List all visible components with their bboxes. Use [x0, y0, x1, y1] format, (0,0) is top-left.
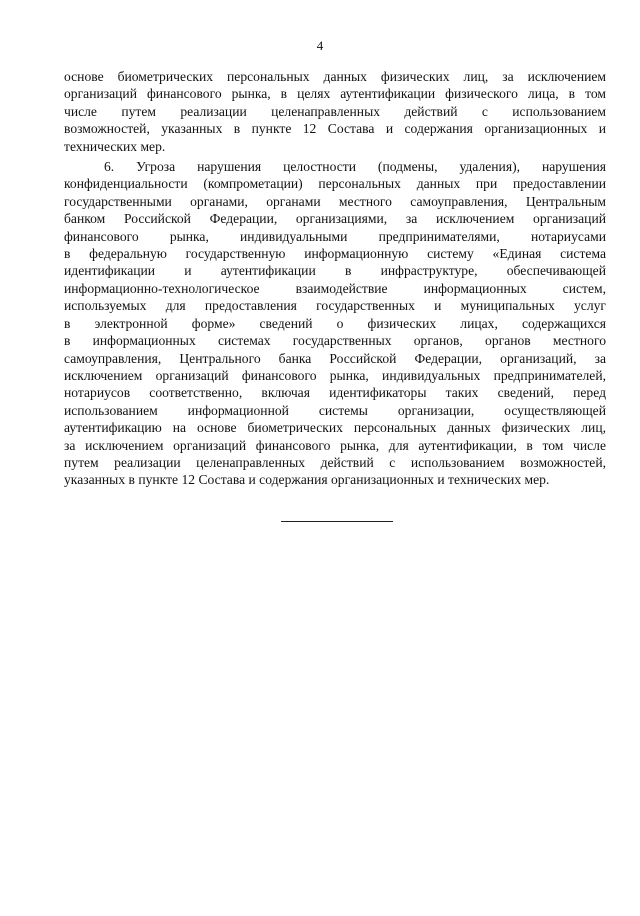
text-line: путем реализации целенаправленных действий с использованием возможностей,	[64, 454, 606, 470]
document-body	[64, 68, 606, 489]
text-line: используемых для предоставления государственных и муниципальных услуг	[64, 298, 606, 314]
text-line: самоуправления, Центрального банка Российской Федерации, организаций, за	[64, 350, 606, 366]
text-line: 6. Угроза нарушения целостности (подмены, удаления), нарушения	[104, 159, 606, 175]
text-line: основе биометрических персональных данных физических лиц, за исключением	[64, 69, 606, 84]
text-line: за исключением организаций финансового рынка, для аутентификации, в том числе	[64, 437, 606, 453]
text-line: идентификации и аутентификации в инфраструктуре, обеспечивающей	[64, 263, 606, 279]
end-separator-line	[281, 521, 393, 522]
paragraph-threat-6	[64, 158, 606, 489]
text-line: нотариусов соответственно, включая идентификаторы таких сведений, перед	[64, 385, 606, 401]
text-line: государственными органами, органами местного самоуправления, Центральным	[64, 193, 606, 209]
text-line: конфиденциальности (компрометации) персональных данных при предоставлении	[64, 176, 606, 192]
text-line: использованием информационной системы организации, осуществляющей	[64, 402, 606, 418]
text-line: банком Российской Федерации, организациями, за исключением организаций	[64, 211, 606, 227]
text-line: финансового рынка, индивидуальными предпринимателями, нотариусами	[64, 228, 606, 244]
text-line: аутентификацию на основе биометрических персональных данных физических лиц,	[64, 420, 606, 436]
text-line: в электронной форме» сведений о физических лицах, содержащихся	[64, 315, 606, 331]
text-line: возможностей, указанных в пункте 12 Состава и содержания организационных и	[64, 121, 606, 137]
text-line: в информационных системах государственных органов, органов местного	[64, 333, 606, 349]
paragraph-continuation	[64, 68, 606, 155]
text-line: в федеральную государственную информационную систему «Единая система	[64, 246, 606, 262]
text-line: исключением организаций финансового рынка, индивидуальных предпринимателей,	[64, 367, 606, 383]
page-number: 4	[316, 38, 324, 53]
text-line: информационно-технологическое взаимодействие информационных систем,	[64, 280, 606, 296]
text-line: организаций финансового рынка, в целях аутентификации физического лица, в том	[64, 86, 606, 102]
text-line: указанных в пункте 12 Состава и содержания организационных и технических мер.	[64, 472, 550, 488]
text-line: числе путем реализации целенаправленных действий с использованием	[64, 103, 606, 119]
text-line: технических мер.	[64, 138, 166, 154]
